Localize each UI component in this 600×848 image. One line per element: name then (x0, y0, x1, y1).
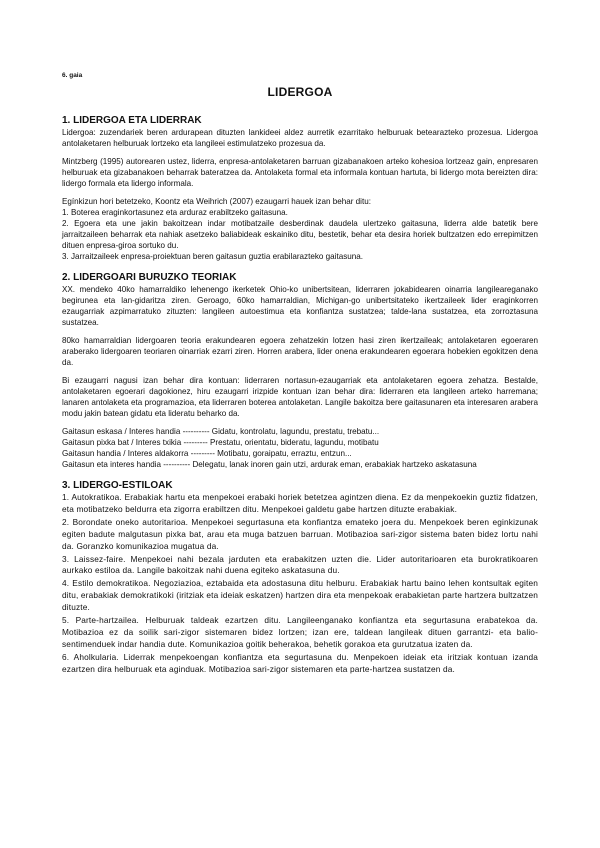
section-2-heading: 2. LIDERGOARI BURUZKO TEORIAK (62, 272, 237, 283)
section-3 (62, 480, 538, 676)
section-1-list (62, 196, 538, 262)
list-item: 1. Autokratikoa. Erabakiak hartu eta menpekoei erabaki horiek betetzea agintzen diena. Ez da menpekoekin guztiz fidatzen, eta motibatzeko beldurra eta zigorra erabiltzen ditu. Menpekoei galdetu gabe hartzen dituzte erabakiak. (62, 492, 538, 514)
list-item: 5. Parte-hartzailea. Helburuak taldeak ezartzen ditu. Langileenganako konfiantza eta segurtasuna erabatekoa da. Motibazioa ez da soilik sari-zigor sistemaren bidez lortzen; izan ere, taldean langileak dituen garrantzi- eta balio-sentimenduek indar handia dute. Komunikazioa goitik beherakoa, behetik gorakoa eta gurutzatua izaten da. (62, 615, 538, 649)
list-item: 3. Jarraitzaileek enpresa-proiektuan beren gaitasun guztia erabilarazteko gaitasuna. (62, 252, 364, 261)
section-2-paragraph: 80ko hamarraldian lidergoaren teoria erakundearen egoera zehatzekin lotzen hasi ziren ikertzaileak; antolaketaren egoeraren araberako lidergoaren teoriaren oinarriak ezarri ziren. Horren arabera, lider onena erakundearen egoerara hobekien egokitzen dena da. (62, 336, 538, 367)
list-item: 4. Estilo demokratikoa. Negoziazioa, eztabaida eta adostasuna ditu helburu. Erabakiak hartu baino lehen kontsultak egiten ditu, erabakiak demokratikoki (iritziak eta ideiak eskatzen) hartzen dira eta menpekoak erabakietan parte hartzera bultzatzen dituzte. (62, 578, 538, 613)
section-3-heading: 3. LIDERGO-ESTILOAK (62, 480, 173, 491)
ability-interest-list (62, 426, 538, 470)
section-2-paragraph: Bi ezaugarri nagusi izan behar dira kontuan: liderraren nortasun-ezaugarriak eta antolaketaren egoera zehatza. Bestalde, antolaketaren egoerari dagokionez, hiru ezaugarri irizpide kontuan izan behar dira: liderraren eta langileen arteko harremana; lanaren antolaketa eta programazioa, eta liderraren boterea antolaketan. Langile bakoitza bere gaitasunaren eta interesaren arabera modu jakin batean gidatu eta lideratu beharko da. (62, 376, 538, 418)
list-item: Gaitasun handia / Interes aldakorra --------- Motibatu, goraipatu, erraztu, entzun... (62, 449, 352, 458)
list-item: 6. Aholkularia. Liderrak menpekoengan konfiantza eta segurtasuna du. Menpekoen ideiak eta iritziak kontuan izanda ezartzen dira helburuak eta aginduak. Motibazioa sari-zigor sistemaren eta parte-hartzea sustatzen da. (62, 651, 538, 674)
section-1 (62, 115, 538, 262)
list-item: Gaitasun eskasa / Interes handia ---------- Gidatu, kontrolatu, lagundu, prestatu, trebatu... (62, 427, 380, 436)
section-1-paragraph: Mintzberg (1995) autorearen ustez, liderra, enpresa-antolaketaren barruan gizabanakoen arteko kohesioa lortzeaz gain, enpresaren helburuak eta gizabanakoen beharrak bateratzea da. Antolaketa formal eta informala kontuan hartuta, bi lidergo mota bereizten dira: lidergo formala eta lidergo informala. (62, 157, 538, 188)
list-item: 3. Laissez-faire. Menpekoei nahi bezala jarduten eta erabakitzen uzten die. Lider autoritarioaren eta burokratikoaren aurkako estiloa da. Langile bakoitzak nahi duena egiteko askatasuna du. (62, 553, 538, 576)
section-1-paragraph: Lidergoa: zuzendariek beren ardurapean dituzten lankideei aldez aurretik ezarritako helburuak betearazteko prozesua. Lidergoa antolaketaren helburuak lortzeko eta langileei estimulatzeko prozesua da. (62, 128, 538, 148)
section-2-paragraph: XX. mendeko 40ko hamarraldiko lehenengo ikerketek Ohio-ko unibertsitean, liderraren jokabidearen oinarria langileareganako begirunea eta lan-gidaritza ziren. Geroago, 60ko hamarraldian, Michigan-go unibertsitateko ikertzaileek lider eraginkorren ezaugarriak azpimarratuko zituzten: langileen autoestimua eta konfiantza sustatzea; talde-lana sustatzea, eta zorroztasuna sustatzea. (62, 285, 538, 327)
chapter-label: 6. gaia (62, 72, 83, 79)
list-item: 2. Borondate oneko autoritarioa. Menpekoei segurtasuna eta konfiantza emateko joera du. Menpekoek beren eginkizunak egiten badute malgutasun pixka bat, arau eta muga batzuen barruan. Motibazioa sari-zigor sistema baten bidez lortu nahi da. Goranzko komunikazioa mugatua da. (62, 516, 538, 551)
list-item: 1. Boterea eraginkortasunez eta arduraz erabiltzeko gaitasuna. (62, 208, 288, 217)
page-title: LIDERGOA (267, 85, 333, 99)
list-intro: Egínkizun hori betetzeko, Koontz eta Weihrich (2007) ezaugarri hauek izan behar ditu: (62, 197, 371, 206)
list-item: 2. Egoera eta une jakin bakoitzean indar motibatzaile desberdinak daudela ulertzeko gaitasuna, liderra alde batetik bere jarraitzaileen beharrak eta nahiak asetzeko baliabideak eskainiko ditu, bestetik, behar eta desira horiek bultzatzen edo errepimitzen dituen enpresa-giroa sortuko du. (62, 219, 538, 250)
section-2 (62, 272, 538, 470)
list-item: Gaitasun pixka bat / Interes txikia --------- Prestatu, orientatu, bideratu, lagundu, motibatu (62, 438, 379, 447)
section-1-heading: 1. LIDERGOA ETA LIDERRAK (62, 115, 202, 126)
document-page (62, 72, 538, 677)
list-item: Gaitasun eta interes handia ---------- Delegatu, lanak inoren gain utzi, ardurak eman, erabakiak hartzeko askatasuna (62, 460, 477, 469)
